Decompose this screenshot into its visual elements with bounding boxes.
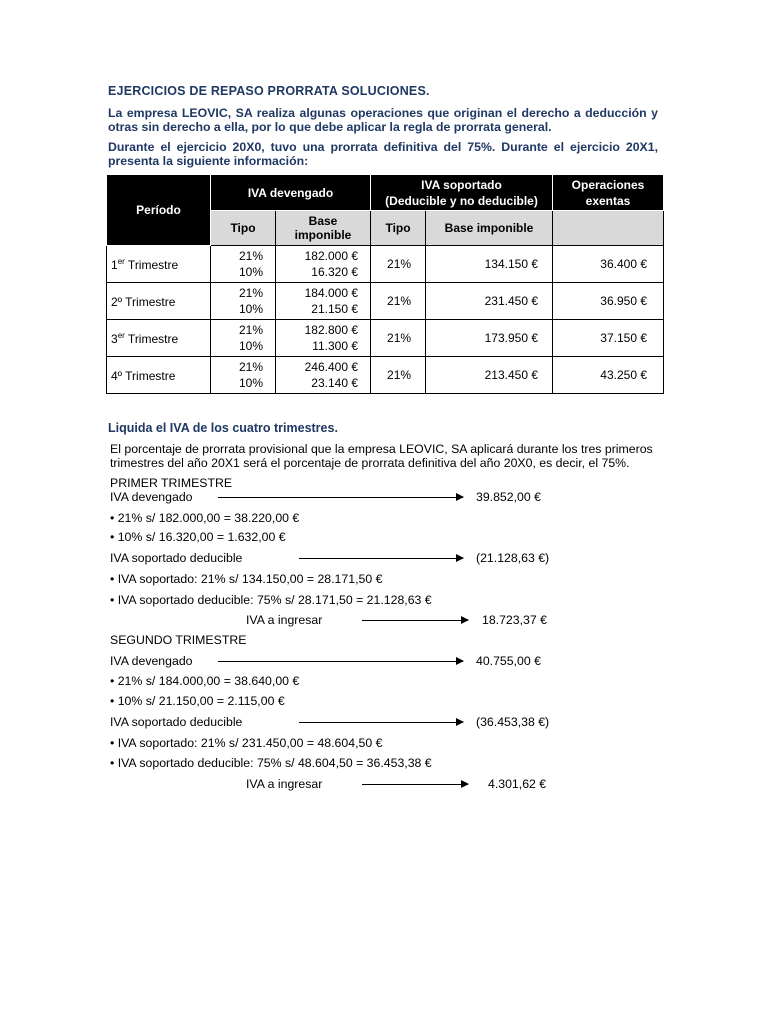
header-empty bbox=[553, 211, 664, 246]
table-row bbox=[107, 246, 664, 283]
segundo-bullet-2: • 10% s/ 21.150,00 = 2.115,00 € bbox=[110, 694, 285, 708]
primer-bullet-3: • IVA soportado: 21% s/ 134.150,00 = 28.171,50 € bbox=[110, 572, 383, 586]
base-cell: 182.800 € 11.300 € bbox=[276, 320, 371, 357]
arrow-icon bbox=[299, 558, 463, 559]
base-cell: 246.400 € 23.140 € bbox=[276, 357, 371, 394]
exentas-cell: 36.950 € bbox=[553, 283, 664, 320]
liquida-heading: Liquida el IVA de los cuatro trimestres. bbox=[108, 421, 338, 435]
segundo-bullet-3: • IVA soportado: 21% s/ 231.450,00 = 48.604,50 € bbox=[110, 736, 383, 750]
tipo-cell: 21% 10% bbox=[211, 283, 276, 320]
primer-bullet-4: • IVA soportado deducible: 75% s/ 28.171,50 = 21.128,63 € bbox=[110, 593, 432, 607]
segundo-soportado-label: IVA soportado deducible bbox=[110, 715, 243, 729]
tipo-soportado-cell: 21% bbox=[371, 246, 426, 283]
arrow-icon bbox=[218, 661, 463, 662]
base-soportado-cell: 231.450 € bbox=[426, 283, 553, 320]
tipo-soportado-cell: 21% bbox=[371, 357, 426, 394]
prorrata-paragraph: El porcentaje de prorrata provisional que la empresa LEOVIC, SA aplicará durante los tres primeros trimestres del año 20X1 será el porcentaje de prorrata definitiva del año 20X0, es decir, el 75%. bbox=[110, 442, 653, 470]
tipo-cell: 21% 10% bbox=[211, 320, 276, 357]
primer-bullet-2: • 10% s/ 16.320,00 = 1.632,00 € bbox=[110, 530, 286, 544]
periodo-cell: 4º Trimestre bbox=[107, 357, 211, 394]
tipo-cell: 21% 10% bbox=[211, 246, 276, 283]
table-row bbox=[107, 357, 664, 394]
arrow-icon bbox=[218, 497, 463, 498]
header-exentas-line2: exentas bbox=[585, 193, 631, 208]
header-tipo-soportado: Tipo bbox=[371, 211, 426, 246]
primer-trimestre-title: PRIMER TRIMESTRE bbox=[110, 476, 233, 490]
tipo-cell: 21% 10% bbox=[211, 357, 276, 394]
primer-bullet-1: • 21% s/ 182.000,00 = 38.220,00 € bbox=[110, 511, 300, 525]
segundo-bullet-4: • IVA soportado deducible: 75% s/ 48.604,50 = 36.453,38 € bbox=[110, 756, 432, 770]
header-iva-soportado-line2: (Deducible y no deducible) bbox=[385, 193, 538, 208]
base-cell: 184.000 € 21.150 € bbox=[276, 283, 371, 320]
base-soportado-cell: 134.150 € bbox=[426, 246, 553, 283]
header-iva-soportado bbox=[371, 175, 553, 211]
segundo-ingresar-label: IVA a ingresar bbox=[246, 777, 323, 791]
document-heading: EJERCICIOS DE REPASO PRORRATA SOLUCIONES. bbox=[108, 84, 430, 98]
periodo-cell: 3er Trimestre bbox=[107, 320, 211, 357]
tipo-soportado-cell: 21% bbox=[371, 320, 426, 357]
iva-data-table bbox=[106, 174, 664, 394]
exentas-cell: 36.400 € bbox=[553, 246, 664, 283]
periodo-cell: 1er Trimestre bbox=[107, 246, 211, 283]
segundo-devengado-value: 40.755,00 € bbox=[476, 654, 541, 668]
header-exentas-line1: Operaciones bbox=[571, 177, 645, 192]
segundo-soportado-value: (36.453,38 €) bbox=[476, 715, 550, 729]
table-row bbox=[107, 283, 664, 320]
intro-paragraph: La empresa LEOVIC, SA realiza algunas operaciones que originan el derecho a deducción y otras sin derecho a ella, por lo que debe aplicar la regla de prorrata general. bbox=[108, 106, 658, 134]
header-iva-soportado-line1: IVA soportado bbox=[421, 177, 502, 192]
header-iva-devengado: IVA devengado bbox=[211, 175, 371, 211]
tipo-soportado-cell: 21% bbox=[371, 283, 426, 320]
intro-paragraph-2: Durante el ejercicio 20X0, tuvo una prorrata definitiva del 75%. Durante el ejercicio 20X1, presenta la siguiente información: bbox=[108, 140, 658, 168]
primer-soportado-value: (21.128,63 €) bbox=[476, 551, 550, 565]
header-operaciones-exentas bbox=[553, 175, 664, 211]
header-base-imponible bbox=[276, 211, 371, 246]
primer-soportado-label: IVA soportado deducible bbox=[110, 551, 243, 565]
table-row bbox=[107, 320, 664, 357]
arrow-icon bbox=[362, 784, 468, 785]
arrow-icon bbox=[299, 722, 463, 723]
base-soportado-cell: 173.950 € bbox=[426, 320, 553, 357]
header-base-line2: imponible bbox=[294, 228, 352, 242]
arrow-icon bbox=[362, 620, 468, 621]
base-cell: 182.000 € 16.320 € bbox=[276, 246, 371, 283]
primer-ingresar-value: 18.723,37 € bbox=[482, 613, 547, 627]
primer-devengado-value: 39.852,00 € bbox=[476, 490, 541, 504]
segundo-ingresar-value: 4.301,62 € bbox=[488, 777, 547, 791]
segundo-devengado-label: IVA devengado bbox=[110, 654, 193, 668]
header-periodo: Período bbox=[107, 175, 211, 246]
header-tipo: Tipo bbox=[211, 211, 276, 246]
segundo-trimestre-title: SEGUNDO TRIMESTRE bbox=[110, 633, 247, 647]
segundo-bullet-1: • 21% s/ 184.000,00 = 38.640,00 € bbox=[110, 674, 300, 688]
header-base-line1: Base bbox=[308, 214, 338, 228]
exentas-cell: 37.150 € bbox=[553, 320, 664, 357]
base-soportado-cell: 213.450 € bbox=[426, 357, 553, 394]
exentas-cell: 43.250 € bbox=[553, 357, 664, 394]
header-base-imponible-soportado: Base imponible bbox=[426, 211, 553, 246]
primer-devengado-label: IVA devengado bbox=[110, 490, 193, 504]
periodo-cell: 2º Trimestre bbox=[107, 283, 211, 320]
primer-ingresar-label: IVA a ingresar bbox=[246, 613, 323, 627]
